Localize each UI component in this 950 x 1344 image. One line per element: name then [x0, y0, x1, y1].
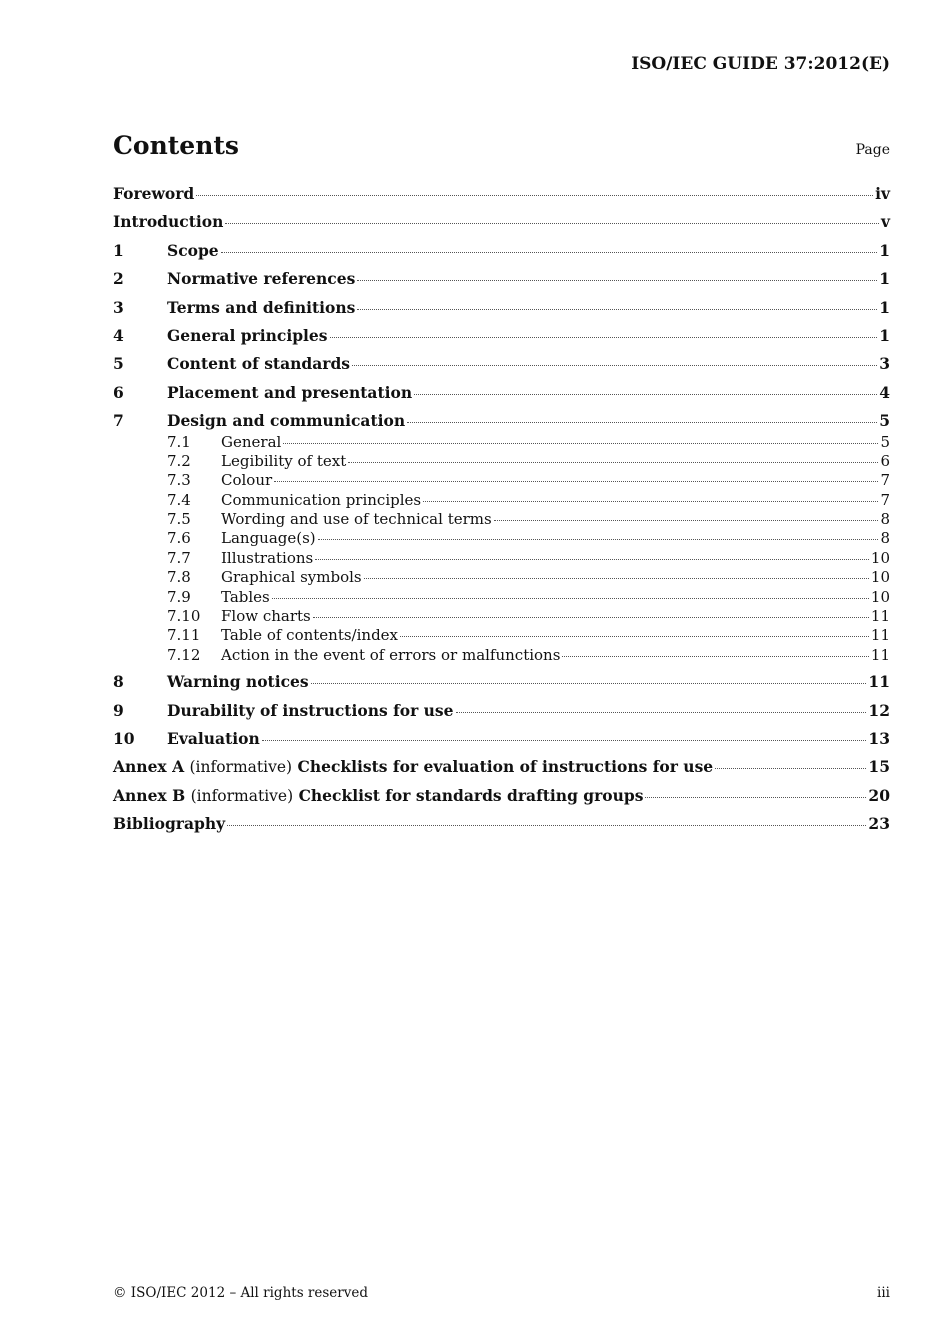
toc-number: 8 [113, 672, 124, 692]
toc-page: 11 [870, 645, 890, 664]
toc-page: 20 [868, 785, 890, 805]
dot-leader [221, 252, 878, 253]
toc-number: 5 [113, 354, 124, 374]
toc-entry-section-9[interactable] [113, 701, 890, 729]
annex-note: (informative) [190, 786, 294, 805]
toc-page: 11 [870, 626, 890, 645]
toc-title: Normative references [167, 269, 356, 289]
toc-number: 7.10 [167, 607, 201, 626]
toc-page: 1 [879, 269, 890, 289]
toc-title [113, 786, 643, 805]
toc-entry-section-4[interactable] [113, 326, 890, 354]
dot-leader [456, 712, 867, 713]
toc-page: 5 [880, 432, 890, 451]
toc-title: General [221, 432, 282, 451]
toc-number: 7.6 [167, 529, 191, 548]
toc-page: 10 [870, 587, 890, 606]
toc-number: 7.9 [167, 587, 191, 606]
dot-leader [227, 825, 866, 826]
toc-entry-foreword[interactable] [113, 184, 890, 212]
toc-page: 7 [880, 471, 890, 490]
toc-title: Table of contents/index [221, 626, 399, 645]
toc-page: 12 [868, 700, 890, 720]
toc-entry-subsection-7-11[interactable] [113, 626, 890, 645]
toc-title: Content of standards [167, 354, 351, 374]
toc-entry-section-10[interactable] [113, 729, 890, 757]
toc-page: 13 [868, 728, 890, 748]
toc-number: 7.4 [167, 490, 191, 509]
dot-leader [562, 656, 868, 657]
annex-title: Checklist for standards drafting groups [298, 785, 644, 805]
toc-entry-subsection-7-2[interactable] [113, 452, 890, 471]
dot-leader [348, 462, 878, 463]
dot-leader [283, 443, 878, 444]
toc-entry-section-8[interactable] [113, 672, 890, 700]
toc-number: 7.1 [167, 432, 191, 451]
toc-title: Scope [167, 240, 219, 260]
toc-title: Durability of instructions for use [167, 700, 454, 720]
toc-number: 7.8 [167, 568, 191, 587]
toc-page: 7 [880, 490, 890, 509]
toc-page: 1 [879, 297, 890, 317]
page-number: iii [877, 1285, 890, 1301]
dot-leader [645, 797, 866, 798]
dot-leader [423, 501, 878, 502]
dot-leader [262, 740, 867, 741]
toc-number: 9 [113, 700, 124, 720]
toc-page: 6 [880, 451, 890, 470]
toc-entry-subsection-7-3[interactable] [113, 471, 890, 490]
toc-title: Legibility of text [221, 451, 347, 470]
dot-leader [352, 365, 877, 366]
toc-number: 4 [113, 325, 124, 345]
toc-title: Design and communication [167, 411, 406, 431]
dot-leader [414, 394, 877, 395]
toc-page: 15 [868, 757, 890, 777]
toc-title: Warning notices [167, 672, 309, 692]
toc-entry-subsection-7-1[interactable] [113, 433, 890, 452]
toc-title: General principles [167, 325, 328, 345]
toc-title: Evaluation [167, 728, 260, 748]
toc-number: 6 [113, 382, 124, 402]
toc-entry-subsection-7-4[interactable] [113, 491, 890, 510]
toc-entry-introduction[interactable] [113, 212, 890, 240]
toc-entry-subsection-7-7[interactable] [113, 549, 890, 568]
dot-leader [330, 337, 878, 338]
toc-entry-section-2[interactable] [113, 269, 890, 297]
dot-leader [315, 559, 869, 560]
dot-leader [715, 768, 866, 769]
toc-page: 10 [870, 548, 890, 567]
toc-title: Communication principles [221, 490, 422, 509]
dot-leader [274, 481, 878, 482]
toc-title: Illustrations [221, 548, 314, 567]
toc-page: 1 [879, 240, 890, 260]
toc-title: Tables [221, 587, 270, 606]
toc-entry-annex-b[interactable] [113, 786, 890, 814]
page-title: Contents [113, 131, 240, 160]
toc-number: 7.5 [167, 510, 191, 529]
annex-label: Annex B [113, 785, 186, 805]
toc-page: 11 [870, 607, 890, 626]
toc-page: 8 [880, 529, 890, 548]
toc-entry-bibliography[interactable] [113, 814, 890, 842]
dot-leader [364, 578, 869, 579]
toc-title: Bibliography [113, 814, 226, 834]
toc-title: Wording and use of technical terms [221, 510, 492, 529]
annex-label: Annex A [113, 757, 185, 777]
toc-page: 3 [879, 354, 890, 374]
page-column-label: Page [855, 142, 890, 158]
toc-entry-subsection-7-9[interactable] [113, 588, 890, 607]
toc-title: Action in the event of errors or malfunctions [221, 645, 561, 664]
toc-number: 7.7 [167, 548, 191, 567]
toc-entry-subsection-7-6[interactable] [113, 529, 890, 548]
toc-entry-subsection-7-10[interactable] [113, 607, 890, 626]
dot-leader [318, 539, 879, 540]
toc-page: 5 [879, 411, 890, 431]
toc-number: 7.12 [167, 645, 201, 664]
toc-number: 7.11 [167, 626, 201, 645]
toc-title: Terms and definitions [167, 297, 356, 317]
toc-entry-section-3[interactable] [113, 298, 890, 326]
dot-leader [357, 309, 877, 310]
dot-leader [494, 520, 879, 521]
toc-number: 3 [113, 297, 124, 317]
toc-page: 23 [868, 814, 890, 834]
toc-title: Language(s) [221, 529, 316, 548]
dot-leader [311, 683, 867, 684]
toc-title: Introduction [113, 212, 224, 232]
toc-title: Flow charts [221, 607, 311, 626]
dot-leader [357, 280, 877, 281]
copyright-footer: © ISO/IEC 2012 – All rights reserved [113, 1285, 368, 1301]
toc-entry-subsection-7-8[interactable] [113, 568, 890, 587]
document-header: ISO/IEC GUIDE 37:2012(E) [631, 54, 890, 74]
toc-page: iv [875, 184, 890, 203]
toc-page: v [880, 212, 890, 232]
toc-entry-subsection-7-5[interactable] [113, 510, 890, 529]
dot-leader [225, 223, 879, 224]
toc-number: 10 [113, 728, 135, 748]
toc-page: 11 [868, 672, 890, 692]
table-of-contents [113, 184, 890, 843]
toc-title [113, 757, 713, 776]
toc-number: 2 [113, 269, 124, 289]
toc-title: Graphical symbols [221, 568, 362, 587]
dot-leader [400, 636, 869, 637]
dot-leader [272, 598, 869, 599]
dot-leader [407, 422, 877, 423]
toc-entry-subsection-7-12[interactable] [113, 646, 890, 665]
toc-page: 4 [879, 382, 890, 402]
dot-leader [196, 195, 873, 196]
toc-entry-section-6[interactable] [113, 383, 890, 411]
dot-leader [313, 617, 869, 618]
annex-title: Checklists for evaluation of instructions for use [297, 757, 714, 777]
toc-entry-section-1[interactable] [113, 241, 890, 269]
toc-title: Placement and presentation [167, 382, 413, 402]
toc-title: Foreword [113, 184, 195, 203]
toc-number: 7.3 [167, 471, 191, 490]
toc-number: 7.2 [167, 451, 191, 470]
toc-entry-annex-a[interactable] [113, 757, 890, 785]
annex-note: (informative) [189, 758, 293, 777]
toc-page: 10 [870, 568, 890, 587]
toc-page: 1 [879, 325, 890, 345]
toc-entry-section-5[interactable] [113, 354, 890, 382]
toc-number: 7 [113, 411, 124, 431]
toc-number: 1 [113, 240, 124, 260]
toc-page: 8 [880, 510, 890, 529]
toc-title: Colour [221, 471, 273, 490]
